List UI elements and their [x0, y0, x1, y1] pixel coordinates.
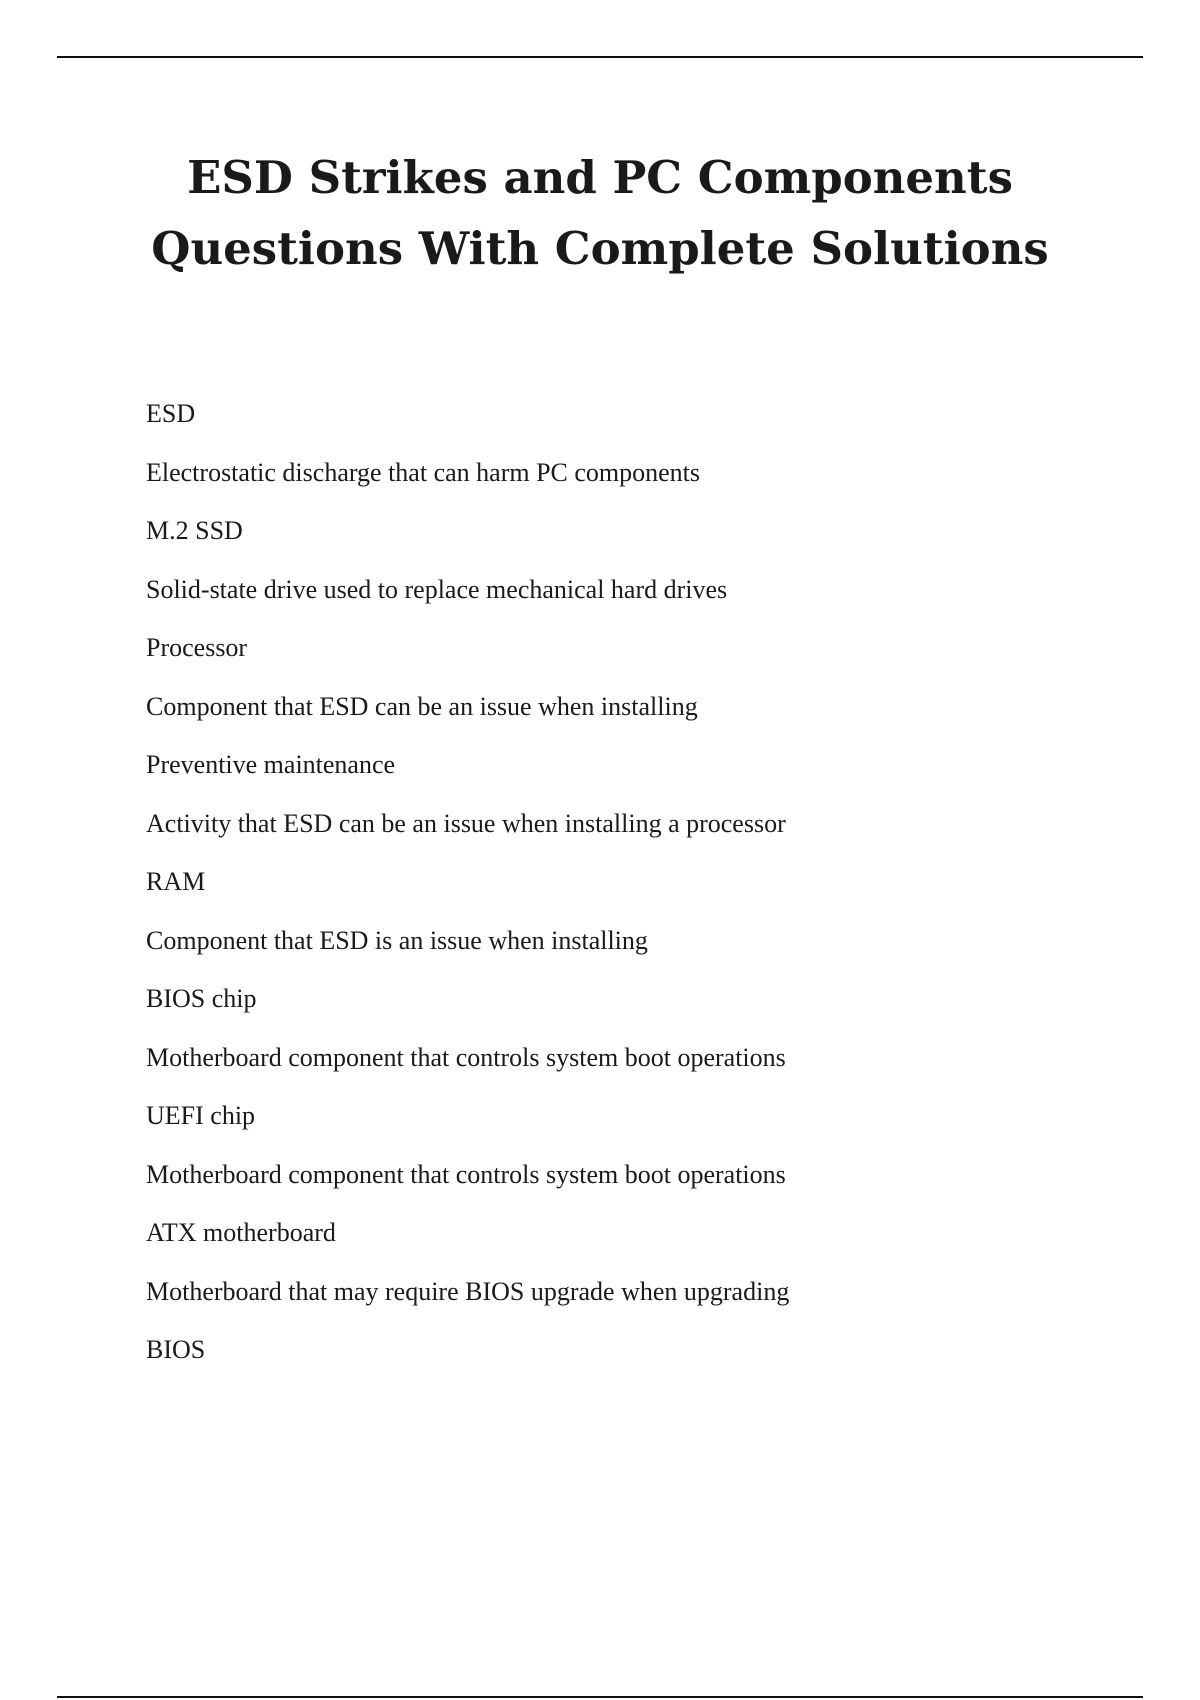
- term: M.2 SSD: [146, 516, 243, 545]
- definition: Component that ESD can be an issue when installing: [146, 691, 698, 721]
- term: UEFI chip: [146, 1101, 256, 1130]
- definition: Component that ESD is an issue when installing: [146, 925, 648, 955]
- top-rule: [57, 56, 1143, 58]
- term: Processor: [146, 633, 248, 662]
- definition: Motherboard component that controls system boot operations: [146, 1159, 786, 1189]
- title-line-2: Questions With Complete Solutions: [151, 222, 1049, 275]
- definition: Activity that ESD can be an issue when installing a processor: [146, 808, 786, 838]
- bottom-rule: [57, 1696, 1143, 1698]
- definition: Motherboard component that controls system boot operations: [146, 1042, 786, 1072]
- term: ESD: [146, 399, 196, 428]
- definition: Electrostatic discharge that can harm PC components: [146, 457, 701, 487]
- term: BIOS chip: [146, 984, 257, 1013]
- term: RAM: [146, 867, 206, 896]
- term: BIOS: [146, 1335, 206, 1364]
- term: Preventive maintenance: [146, 750, 396, 779]
- term: ATX motherboard: [146, 1218, 336, 1247]
- question-answer-list: [146, 396, 1146, 1391]
- definition: Solid-state drive used to replace mechanical hard drives: [146, 574, 728, 604]
- page-title: [0, 142, 1200, 284]
- definition: Motherboard that may require BIOS upgrade when upgrading: [146, 1276, 790, 1306]
- title-line-1: ESD Strikes and PC Components: [187, 151, 1013, 204]
